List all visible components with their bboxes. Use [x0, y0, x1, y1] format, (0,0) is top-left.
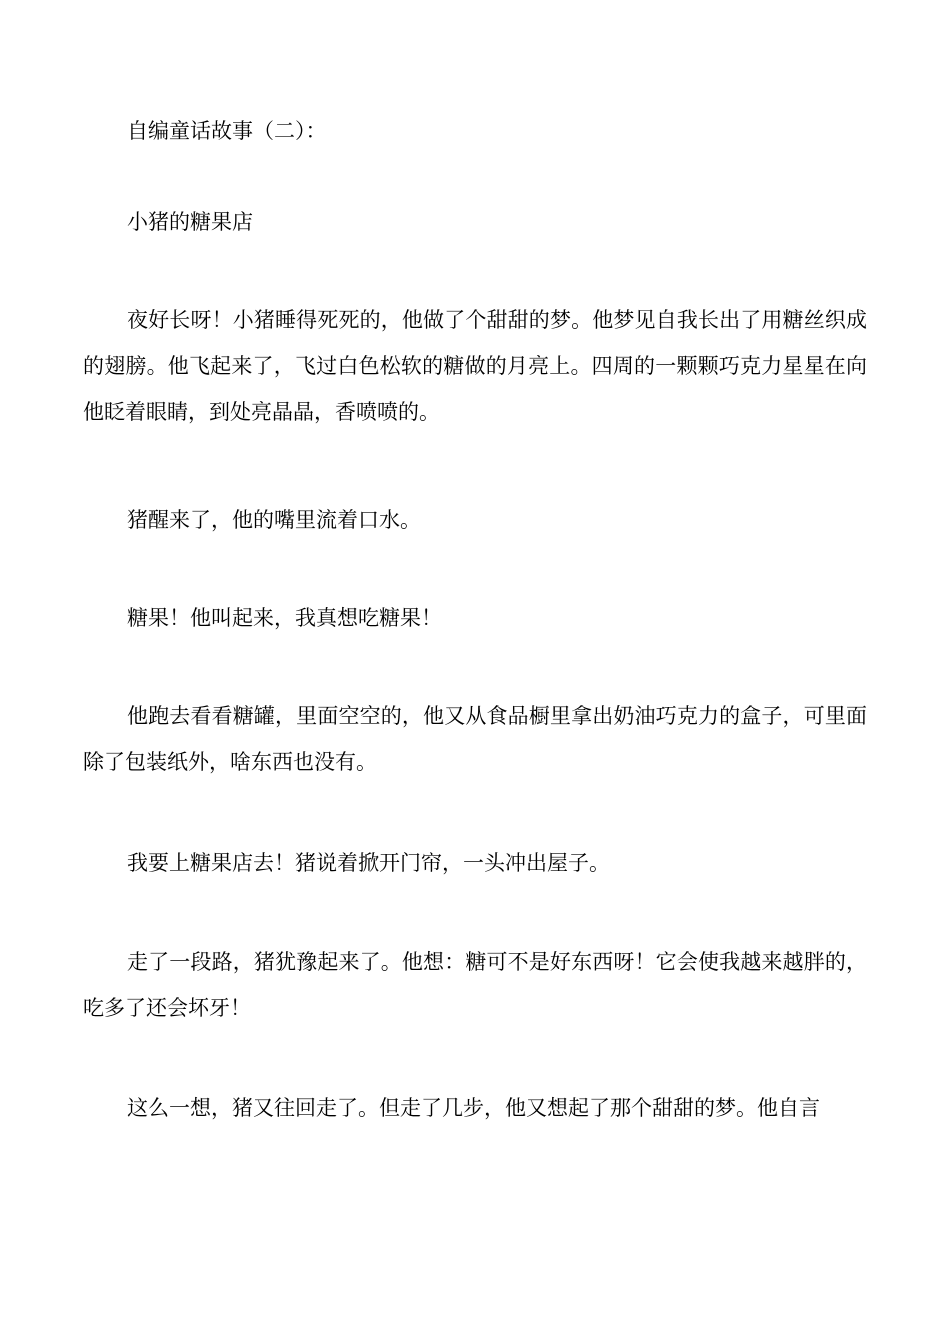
paragraph-5: 我要上糖果店去！猪说着掀开门帘，一头冲出屋子。	[127, 851, 610, 875]
paragraph-6: 走了一段路，猪犹豫起来了。他想：糖可不是好东西呀！它会使我越来越胖的，吃多了还会坏牙！	[83, 950, 867, 1020]
paragraph-4: 他跑去看看糖罐，里面空空的，他又从食品橱里拿出奶油巧克力的盒子，可里面除了包装纸外，啥东西也没有。	[83, 704, 867, 774]
paragraph-3: 糖果！他叫起来，我真想吃糖果！	[127, 606, 442, 630]
paragraph-1: 夜好长呀！小猪睡得死死的，他做了个甜甜的梦。他梦见自我长出了用糖丝织成的翅膀。他飞起来了，飞过白色松软的糖做的月亮上。四周的一颗颗巧克力星星在向他眨着眼睛，到处亮晶晶，香喷喷的。	[83, 308, 867, 424]
story-title: 小猪的糖果店	[127, 210, 253, 234]
story-heading: 自编童话故事（二）：	[127, 119, 327, 143]
paragraph-7: 这么一想，猪又往回走了。但走了几步，他又想起了那个甜甜的梦。他自言	[127, 1096, 820, 1120]
paragraph-2: 猪醒来了，他的嘴里流着口水。	[127, 508, 421, 532]
